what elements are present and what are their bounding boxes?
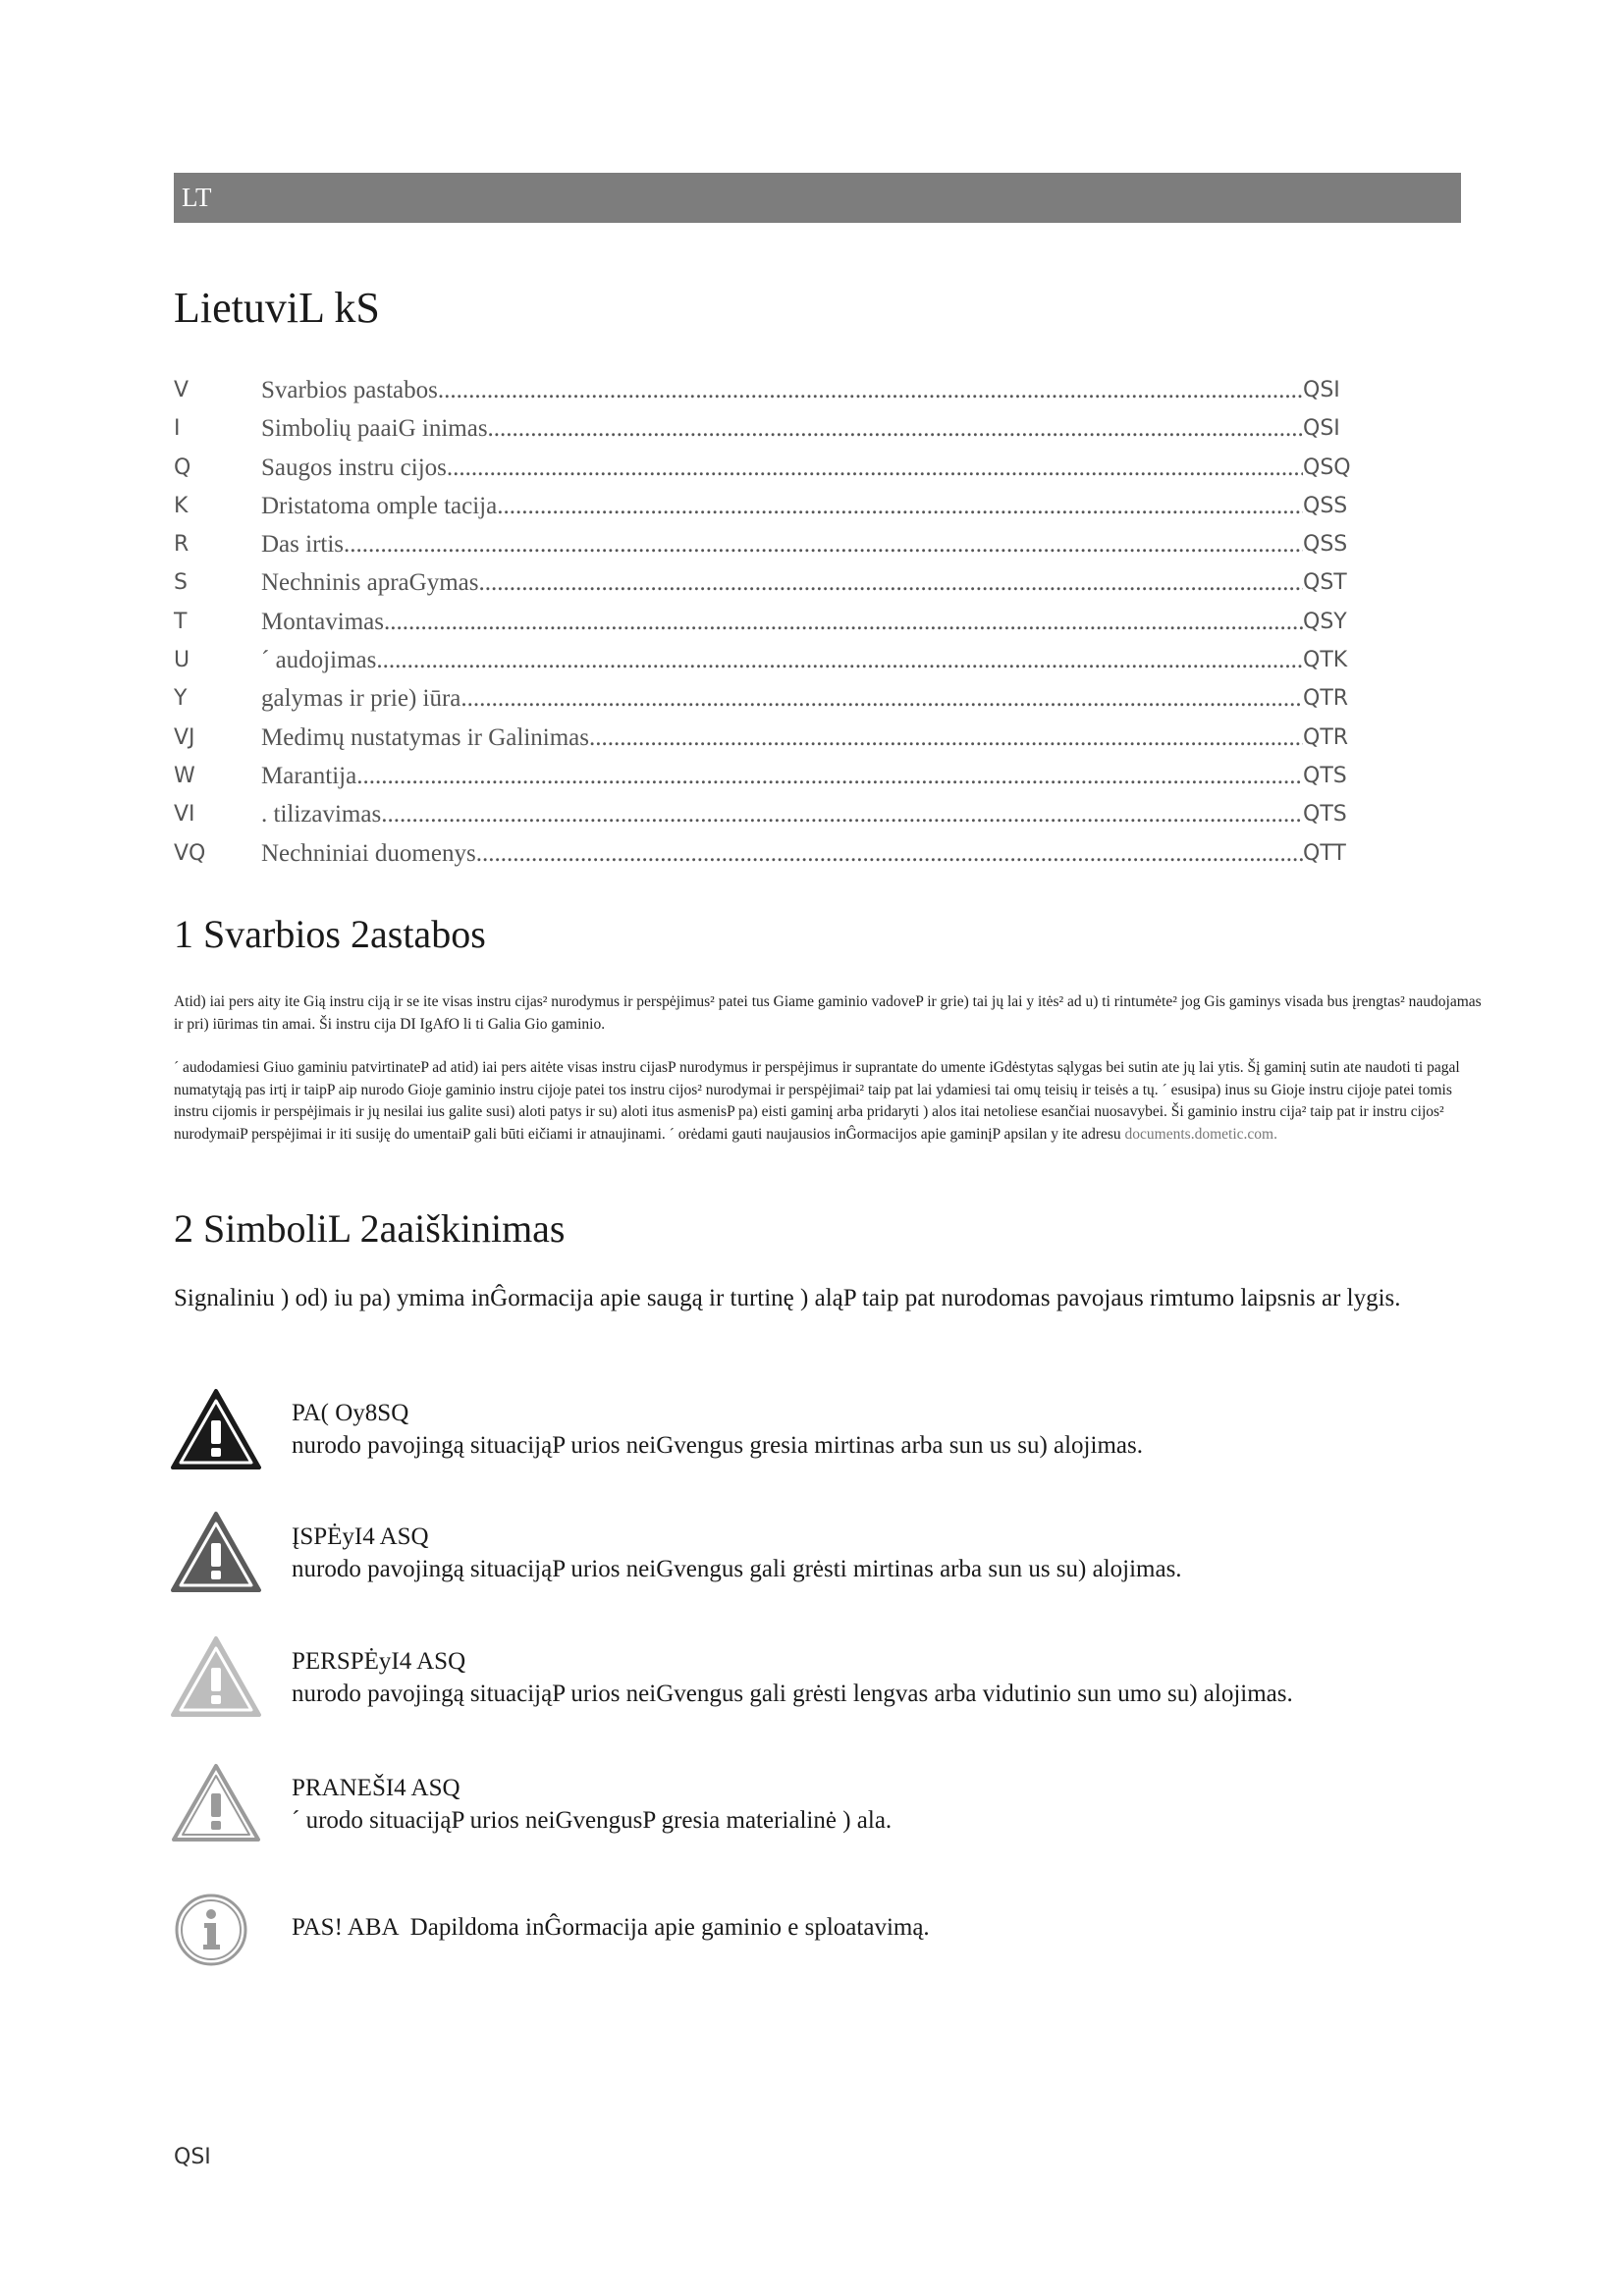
toc-title: Dristatoma omple tacija [261, 492, 498, 519]
toc-title: Marantija [261, 762, 357, 789]
toc-row[interactable] [174, 679, 1362, 718]
danger-icon [169, 1387, 263, 1471]
toc-page-number: QSI [1303, 378, 1340, 402]
toc-row[interactable] [174, 795, 1362, 833]
toc-title: . tilizavimas [261, 801, 382, 828]
toc-row[interactable] [174, 563, 1362, 602]
toc-entry [261, 603, 1303, 641]
toc-page-number: QST [1303, 570, 1347, 596]
toc-number: VJ [174, 724, 195, 750]
section1-paragraph-2 [174, 1057, 1489, 1146]
toc-entry [261, 487, 1303, 525]
toc-page-number: QTT [1303, 840, 1346, 866]
toc-leader-dots [497, 487, 1303, 525]
toc-entry [261, 409, 1303, 448]
toc-row[interactable] [174, 371, 1362, 409]
toc-entry [261, 795, 1303, 833]
toc-leader-dots [488, 409, 1303, 448]
toc-row[interactable] [174, 409, 1362, 448]
toc-entry [261, 679, 1303, 718]
toc-title: Nechniniai duomenys [261, 839, 476, 867]
toc-row[interactable] [174, 603, 1362, 641]
header-label: LT [182, 183, 212, 212]
toc-row[interactable] [174, 525, 1362, 563]
toc-leader-dots [447, 449, 1303, 487]
toc-page-number: QSS [1303, 532, 1348, 558]
toc-number: S [174, 570, 188, 596]
toc-leader-dots [476, 834, 1303, 873]
symbol-desc-warning: nurodo pavojingą situacijąP urios neiGvengus gali grėsti mirtinas arba sun us su) alojimas. [292, 1556, 1182, 1582]
toc-entry [261, 834, 1303, 873]
header-bar [174, 173, 1461, 223]
toc-leader-dots [478, 563, 1303, 602]
symbol-label-warning: ĮSPĖyI4 ASQ [292, 1523, 429, 1550]
toc-title: Svarbios pastabos [261, 377, 438, 403]
toc-row[interactable] [174, 834, 1362, 873]
page-number: QSI [174, 2145, 211, 2169]
toc-row[interactable] [174, 719, 1362, 757]
symbol-label-notice: PRANEŠI4 ASQ [292, 1775, 460, 1801]
toc-page-number: QTK [1303, 648, 1348, 673]
symbol-desc-info: Dapildoma inĜormacija apie gaminio e sploatavimą. [409, 1914, 930, 1941]
toc-entry [261, 449, 1303, 487]
symbol-label-info: PAS! ABA [292, 1914, 399, 1941]
toc-title: Das irtis [261, 531, 345, 559]
section-heading-2: 2 SimboliL 2aaiškinimas [174, 1206, 566, 1251]
toc-row[interactable] [174, 757, 1362, 795]
toc-title: galymas ir prie) iūra [261, 685, 461, 713]
warning-icon [169, 1510, 263, 1594]
caution-icon [169, 1634, 263, 1719]
toc-leader-dots [384, 603, 1303, 641]
notice-icon [169, 1760, 263, 1844]
toc-number: Q [174, 454, 191, 480]
documents-link[interactable]: documents.dometic.com. [1124, 1125, 1277, 1143]
toc-number: I [174, 416, 181, 442]
toc-leader-dots [438, 371, 1303, 409]
toc-number: VQ [174, 840, 206, 866]
toc-leader-dots [589, 719, 1303, 757]
page-title: LietuviL kS [174, 284, 380, 332]
toc-page-number: QTR [1303, 724, 1349, 750]
toc-leader-dots [344, 525, 1303, 563]
symbol-info-line [292, 1912, 930, 1944]
toc-page-number: QSY [1303, 609, 1347, 634]
symbol-desc-caution: nurodo pavojingą situacijąP urios neiGvengus gali grėsti lengvas arba vidutinio sun umo su) alojimas. [292, 1681, 1293, 1707]
toc-number: K [174, 493, 189, 518]
toc-leader-dots [376, 641, 1303, 679]
toc-entry [261, 641, 1303, 679]
toc-entry [261, 719, 1303, 757]
toc-page-number: QTS [1303, 802, 1347, 828]
toc-leader-dots [460, 679, 1303, 718]
section-heading-1: 1 Svarbios 2astabos [174, 912, 486, 956]
toc-number: VI [174, 802, 195, 828]
toc-title: Simbolių paaiG inimas [261, 415, 488, 443]
toc-page-number: QSI [1303, 416, 1340, 442]
toc-number: U [174, 648, 190, 673]
symbol-label-caution: PERSPĖyI4 ASQ [292, 1648, 466, 1675]
toc-row[interactable] [174, 449, 1362, 487]
section1-paragraph-1: Atid) iai pers aity ite Gią instru ciją ir se ite visas instru cijas² nurodymus ir perspėjimus² patei tus Giame gaminio vadoveP ir grie) tai jų lai y itės² ad u) ti rintumėte² jog Gis gaminys visada bus įrengtas² naudojamas ir pri) iūrimas tin amai. Ši instru cija DI IgAfO li ti Galia Gio gaminio. [174, 993, 1482, 1033]
toc-title: ´ audojimas [261, 647, 377, 674]
toc-number: W [174, 763, 195, 788]
toc-row[interactable] [174, 487, 1362, 525]
toc-page-number: QTS [1303, 763, 1347, 788]
symbol-desc-danger: nurodo pavojingą situacijąP urios neiGvengus gresia mirtinas arba sun us su) alojimas. [292, 1432, 1143, 1459]
section1-paragraph-2-text: ´ audodamiesi Giuo gaminiu patvirtinateP ad atid) iai pers aitėte visas instru cijasP nurodymus ir perspėjimus ir suprantate do umente iGdėstytas sąlygas bei sutin ate jų lai ytis. Šį gaminį sutin ate naudoti ti pagal numatytąją pas irtį ir taipP aip nurodo Gioje gaminio instru cijoje patei tos instru cijos² nurodymai ir perspėjimai² taip pat lai ydamiesi tai omų teisių ir teisės a tų. ´ esusipa) inus su Gioje instru cijoje patei tomis instru cijomis ir perspėjimais ir jų nesilai ius galite susi) aloti patys ir su) aloti itus asmenisP pa) eisti gaminį arba pridaryti ) alos itai netoliese esančiai nuosavybei. Ši gaminio instru cija² taip pat ir instru cijos² nurodymaiP perspėjimai ir iti susiję do umentaiP gali būti eičiami ir atnaujinami. ´ orėdami gauti naujausios inĜormacijos apie gaminįP apsilan y ite adresu [174, 1059, 1460, 1143]
toc-entry [261, 563, 1303, 602]
toc-page-number: QSS [1303, 493, 1348, 518]
toc-title: Nechninis apraGymas [261, 569, 479, 597]
toc-number: T [174, 609, 188, 634]
toc-title: Montavimas [261, 608, 384, 635]
section2-intro: Signaliniu ) od) iu pa) ymima inĜormacija apie saugą ir turtinę ) aląP taip pat nurodomas pavojaus rimtumo laipsnis ar lygis. [174, 1285, 1401, 1311]
symbol-label-danger: PA( Oy8SQ [292, 1400, 409, 1426]
table-of-contents [174, 371, 1362, 873]
toc-entry [261, 525, 1303, 563]
toc-entry [261, 371, 1303, 409]
toc-entry [261, 757, 1303, 795]
toc-page-number: QSQ [1303, 454, 1351, 480]
toc-title: Saugos instru cijos [261, 454, 447, 481]
toc-number: V [174, 378, 189, 402]
symbol-desc-notice: ´ urodo situacijąP urios neiGvengusP gresia materialinė ) ala. [292, 1807, 893, 1834]
toc-number: Y [174, 686, 188, 712]
toc-leader-dots [356, 757, 1303, 795]
toc-row[interactable] [174, 641, 1362, 679]
info-icon [174, 1893, 248, 1967]
toc-leader-dots [381, 795, 1303, 833]
toc-page-number: QTR [1303, 686, 1349, 712]
toc-title: Medimų nustatymas ir Galinimas [261, 723, 589, 751]
toc-number: R [174, 532, 189, 558]
